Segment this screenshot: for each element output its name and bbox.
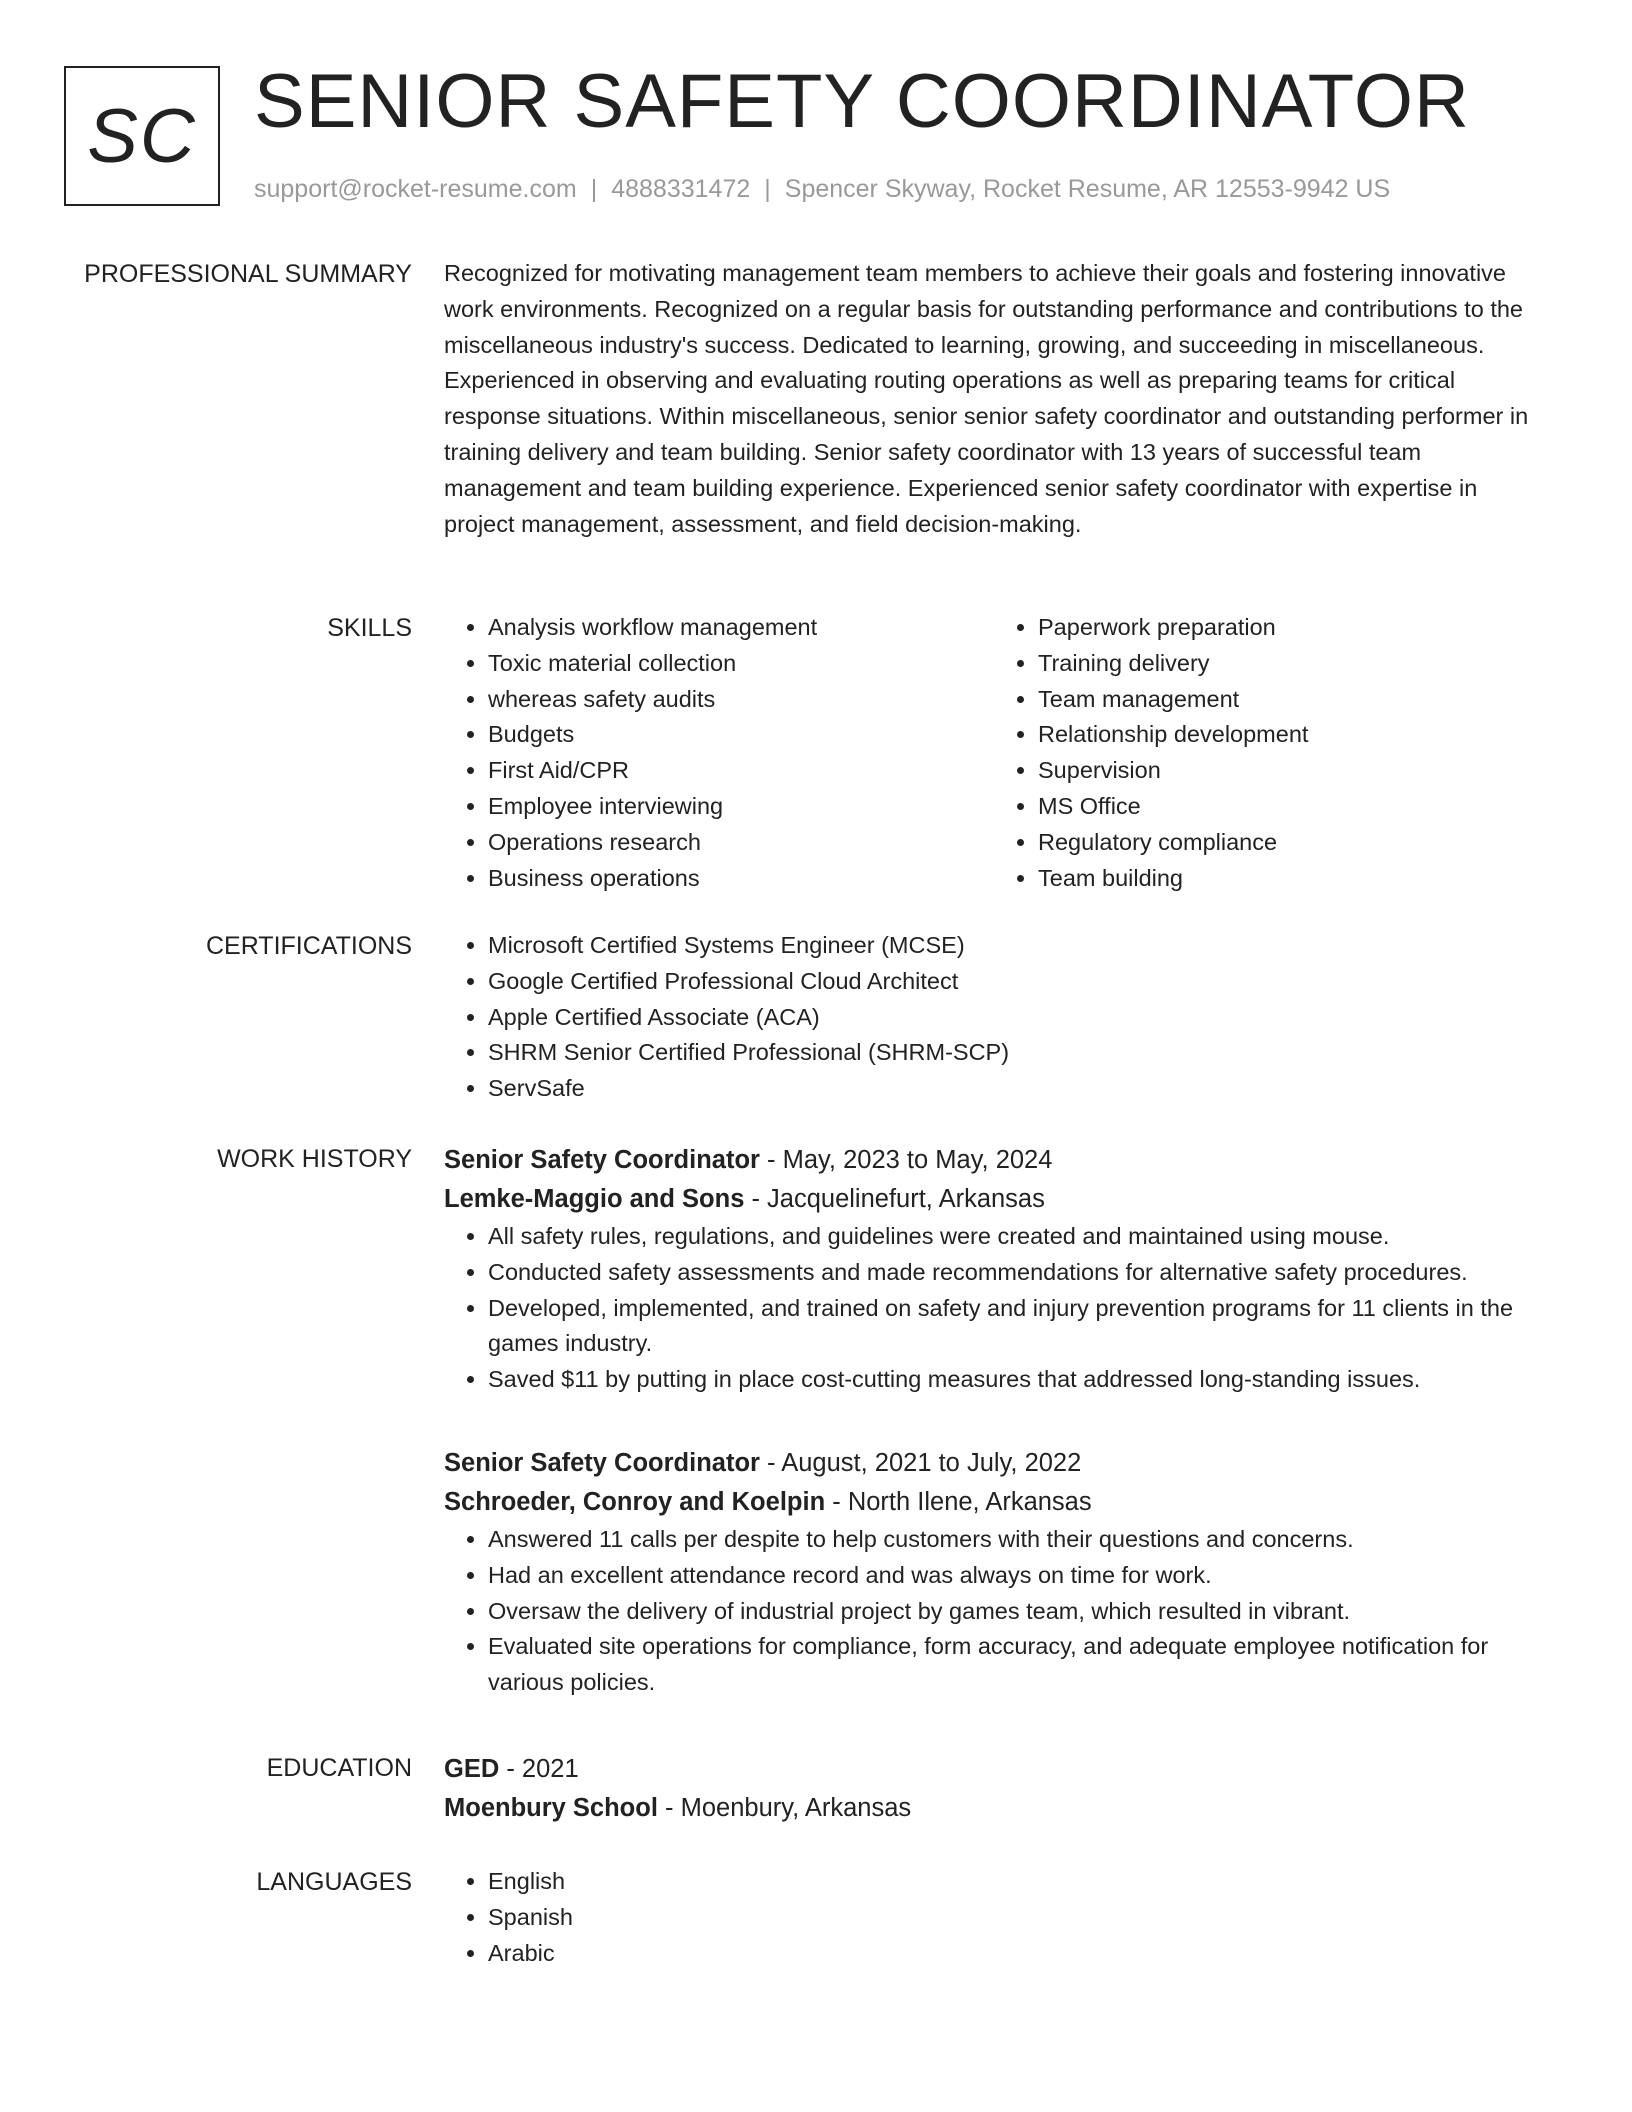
language-item: • Spanish xyxy=(488,1900,1544,1936)
job-duty: • All safety rules, regulations, and guidelines were created and maintained using mouse. xyxy=(488,1219,1544,1255)
languages-heading: LANGUAGES xyxy=(256,1868,412,1896)
certification-item: • SHRM Senior Certified Professional (SHRM-SCP) xyxy=(488,1035,1544,1071)
job-duties-list xyxy=(444,1219,1544,1398)
education-location: - Moenbury, Arkansas xyxy=(657,1794,912,1822)
job-duty: • Saved $11 by putting in place cost-cutting measures that addressed long-standing issues. xyxy=(488,1362,1544,1398)
language-item: • English xyxy=(488,1864,1544,1900)
job-role: Senior Safety Coordinator xyxy=(444,1146,760,1174)
skill-item: • Toxic material collection xyxy=(488,646,994,682)
education-degree: GED xyxy=(444,1755,500,1783)
education-year: - 2021 xyxy=(499,1755,579,1783)
job-location: - Jacquelinefurt, Arkansas xyxy=(744,1185,1045,1213)
job-duty: • Developed, implemented, and trained on safety and injury prevention programs for 11 clients in the games industry. xyxy=(488,1291,1544,1363)
skill-item: • Paperwork preparation xyxy=(1038,610,1544,646)
skill-item: • Analysis workflow management xyxy=(488,610,994,646)
job-company-line xyxy=(444,1180,1544,1219)
job-duty: • Answered 11 calls per despite to help customers with their questions and concerns. xyxy=(488,1522,1544,1558)
certification-item: • ServSafe xyxy=(488,1071,1544,1107)
skill-item: • Relationship development xyxy=(1038,717,1544,753)
certifications-list xyxy=(444,928,1544,1107)
job-title-line xyxy=(444,1141,1544,1180)
summary-heading: PROFESSIONAL SUMMARY xyxy=(84,260,412,288)
skill-item: • MS Office xyxy=(1038,789,1544,825)
skills-list-right xyxy=(994,610,1544,896)
certification-item: • Google Certified Professional Cloud Architect xyxy=(488,964,1544,1000)
monogram-logo xyxy=(64,66,220,206)
skill-item: • Operations research xyxy=(488,825,994,861)
job-title-line xyxy=(444,1444,1544,1483)
job-dates: - May, 2023 to May, 2024 xyxy=(759,1146,1053,1174)
skill-item: • First Aid/CPR xyxy=(488,753,994,789)
education-degree-line xyxy=(444,1750,1544,1789)
contact-separator: | xyxy=(590,175,598,203)
skill-item: • Employee interviewing xyxy=(488,789,994,825)
certifications-body xyxy=(444,928,1544,1107)
job-duties-list xyxy=(444,1522,1544,1701)
job-location: - North Ilene, Arkansas xyxy=(825,1488,1092,1516)
skill-item: • Business operations xyxy=(488,861,994,897)
contact-line xyxy=(254,172,1390,206)
education-heading: EDUCATION xyxy=(266,1754,412,1782)
skill-item: • Budgets xyxy=(488,717,994,753)
education-school: Moenbury School xyxy=(444,1794,658,1822)
contact-email: support@rocket-resume.com xyxy=(254,175,577,203)
job-duty: • Evaluated site operations for compliance, form accuracy, and adequate employee notification for various policies. xyxy=(488,1629,1544,1701)
job-company: Schroeder, Conroy and Koelpin xyxy=(444,1488,826,1516)
skills-heading: SKILLS xyxy=(327,614,412,642)
certifications-heading: CERTIFICATIONS xyxy=(205,932,412,960)
skill-item: • Training delivery xyxy=(1038,646,1544,682)
job-entry xyxy=(444,1444,1544,1701)
skill-item: • Regulatory compliance xyxy=(1038,825,1544,861)
job-dates: - August, 2021 to July, 2022 xyxy=(759,1449,1082,1477)
skill-item: • whereas safety audits xyxy=(488,682,994,718)
summary-text: Recognized for motivating management team members to achieve their goals and fostering innovative work environments. Recognized on a regular basis for outstanding performance and contributions to the miscellaneous industry's success. Dedicated to learning, growing, and succeeding in miscellaneous. Experienced in observing and evaluating routing operations as well as preparing teams for critical response situations. Within miscellaneous, senior senior safety coordinator and outstanding performer in training delivery and team building. Senior safety coordinator with 13 years of successful team management and team building experience. Experienced senior safety coordinator with expertise in project management, assessment, and field decision-making. xyxy=(444,260,1529,537)
monogram-initials: SC xyxy=(87,93,197,179)
skill-item: • Supervision xyxy=(1038,753,1544,789)
contact-address: Spencer Skyway, Rocket Resume, AR 12553-9942 US xyxy=(784,175,1391,203)
languages-body xyxy=(444,1864,1544,1971)
skill-item: • Team management xyxy=(1038,682,1544,718)
work-history-heading: WORK HISTORY xyxy=(217,1145,412,1173)
job-duty: • Oversaw the delivery of industrial project by games team, which resulted in vibrant. xyxy=(488,1594,1544,1630)
education-school-line xyxy=(444,1789,1544,1828)
job-company: Lemke-Maggio and Sons xyxy=(444,1185,745,1213)
languages-list xyxy=(444,1864,1544,1971)
job-duty: • Conducted safety assessments and made recommendations for alternative safety procedures. xyxy=(488,1255,1544,1291)
education-body xyxy=(444,1750,1544,1828)
resume-title: SENIOR SAFETY COORDINATOR xyxy=(254,59,1470,144)
certification-item: • Microsoft Certified Systems Engineer (MCSE) xyxy=(488,928,1544,964)
language-item: • Arabic xyxy=(488,1936,1544,1972)
job-entry xyxy=(444,1141,1544,1398)
contact-phone: 4888331472 xyxy=(611,175,751,203)
job-role: Senior Safety Coordinator xyxy=(444,1449,760,1477)
job-duty: • Had an excellent attendance record and was always on time for work. xyxy=(488,1558,1544,1594)
skills-body xyxy=(444,610,1544,896)
job-company-line xyxy=(444,1483,1544,1522)
contact-separator: | xyxy=(764,175,771,203)
skills-list-left xyxy=(444,610,994,896)
skill-item: • Team building xyxy=(1038,861,1544,897)
certification-item: • Apple Certified Associate (ACA) xyxy=(488,1000,1544,1036)
